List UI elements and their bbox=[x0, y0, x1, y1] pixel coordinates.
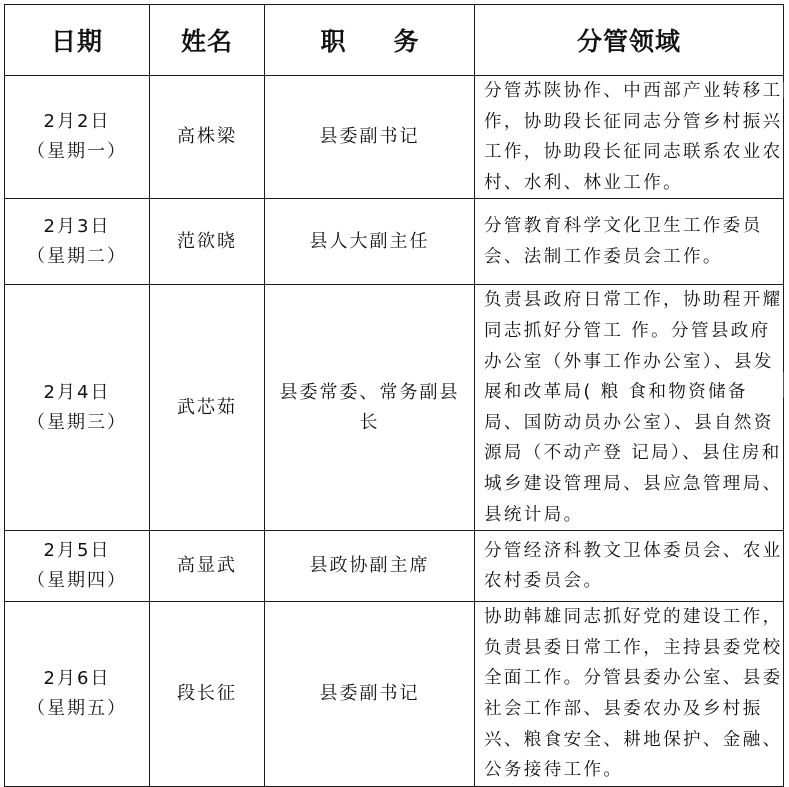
date-text: 2月6日 bbox=[43, 667, 111, 689]
name-cell: 范欲晓 bbox=[150, 199, 265, 285]
header-duty bbox=[265, 5, 475, 76]
weekday-text: （星期四） bbox=[27, 570, 127, 592]
date-text: 2月2日 bbox=[43, 111, 111, 133]
date-cell bbox=[5, 76, 150, 199]
table-row bbox=[5, 602, 784, 787]
duty-cell: 县政协副主席 bbox=[265, 531, 475, 602]
date-text: 2月3日 bbox=[43, 215, 111, 237]
edge-tick bbox=[783, 82, 789, 98]
area-cell: 负责县政府日常工作，协助程开耀同志抓好分管工 作。分管县政府办公室（外事工作办公室）、县发展和改革局( 粮 食和物资储备局、国防动员办公室）、县自然资源局（不动产登 记局）、县住房和城乡建设管理局、县应急管理局、县统计局。 bbox=[475, 285, 784, 531]
header-date: 日期 bbox=[5, 5, 150, 76]
date-text: 2月4日 bbox=[43, 381, 111, 403]
header-name: 姓名 bbox=[150, 5, 265, 76]
name-cell: 高显武 bbox=[150, 531, 265, 602]
date-cell bbox=[5, 199, 150, 285]
area-cell: 分管经济科教文卫体委员会、农业农村委员会。 bbox=[475, 531, 784, 602]
header-area: 分管领域 bbox=[475, 5, 784, 76]
duty-cell: 县委副书记 bbox=[265, 602, 475, 787]
duty-cell: 县委常委、常务副县长 bbox=[265, 285, 475, 531]
area-cell: 分管教育科学文化卫生工作委员会、法制工作委员会工作。 bbox=[475, 199, 784, 285]
header-row bbox=[5, 5, 784, 76]
name-cell: 高株梁 bbox=[150, 76, 265, 199]
date-cell bbox=[5, 531, 150, 602]
header-duty-char-1: 职 bbox=[320, 27, 346, 56]
table-row bbox=[5, 285, 784, 531]
area-cell: 协助韩雄同志抓好党的建设工作，负责县委日常工作，主持县委党校全面工作。分管县委办公室、县委社会工作部、县委农办及乡村振兴、粮食安全、耕地保护、金融、公务接待工作。 bbox=[475, 602, 784, 787]
duty-schedule-table bbox=[4, 4, 784, 787]
edge-tick bbox=[783, 372, 789, 398]
table-row bbox=[5, 76, 784, 199]
weekday-text: （星期一） bbox=[27, 141, 127, 163]
date-text: 2月5日 bbox=[43, 540, 111, 562]
date-cell bbox=[5, 285, 150, 531]
duty-cell: 县委副书记 bbox=[265, 76, 475, 199]
date-cell bbox=[5, 602, 150, 787]
name-cell: 武芯茹 bbox=[150, 285, 265, 531]
header-duty-char-2: 务 bbox=[393, 27, 419, 56]
weekday-text: （星期二） bbox=[27, 245, 127, 267]
table-row bbox=[5, 199, 784, 285]
table-row bbox=[5, 531, 784, 602]
name-cell: 段长征 bbox=[150, 602, 265, 787]
weekday-text: （星期五） bbox=[27, 697, 127, 719]
duty-cell: 县人大副主任 bbox=[265, 199, 475, 285]
weekday-text: （星期三） bbox=[27, 411, 127, 433]
area-cell: 分管苏陕协作、中西部产业转移工作，协助段长征同志分管乡村振兴工作，协助段长征同志联系农业农村、水利、林业工作。 bbox=[475, 76, 784, 199]
